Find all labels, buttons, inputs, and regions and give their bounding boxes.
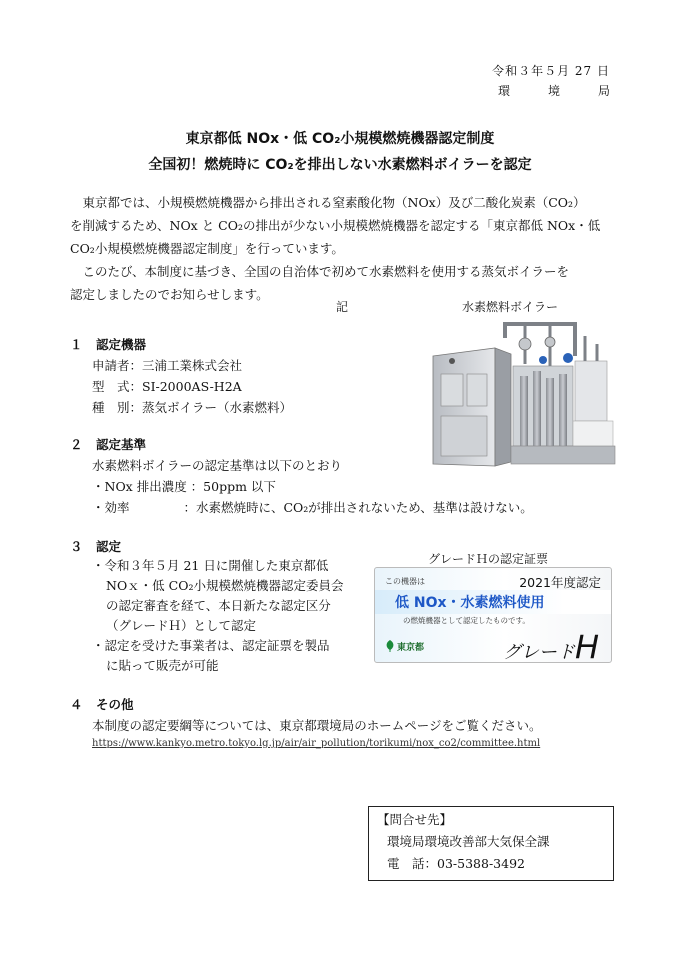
section-4-line: 本制度の認定要綱等については、東京都環境局のホームページをご覧ください。 (92, 718, 542, 733)
intro-p1-line2: を削減するため、NOx と CO₂の排出が少ない小規模燃焼機器を認定する「東京都低 NOx・低 (70, 218, 601, 233)
contact-phone: 電 話：03-5388-3492 (387, 856, 525, 871)
certificate-year: 2021年度認定 (519, 575, 601, 590)
intro-p2-line2: 認定しましたのでお知らせします。 (70, 287, 269, 302)
release-date: 令和３年５月 27 日 (492, 64, 610, 78)
homepage-link[interactable]: https://www.kankyo.metro.tokyo.lg.jp/air/air_pollution/torikumi/nox_co2/committee.html (92, 738, 541, 749)
intro-p2-line1: このたび、本制度に基づき、全国の自治体で初めて水素燃料を使用する蒸気ボイラーを (82, 264, 570, 279)
certificate-caption: グレードＨの認定証票 (428, 552, 549, 566)
certificate-grade (503, 628, 599, 663)
certificate-grade-prefix: グレード (502, 642, 575, 663)
section-3-title: 認定 (96, 539, 122, 554)
certificate-org: 東京都 (397, 643, 425, 653)
section-1-title: 認定機器 (96, 337, 147, 352)
intro-text (70, 191, 630, 306)
certificate-small-text: この機器は (385, 577, 425, 586)
certificate-main-text: 低 NOx・水素燃料使用 (395, 595, 545, 611)
contact-box (368, 806, 614, 881)
section-2-line: 水素燃料ボイラーの認定基準は以下のとおり (92, 458, 343, 473)
certificate-grade-letter: H (574, 628, 599, 663)
title-line-1: 東京都低 NOx・低 CO₂小規模燃焼機器認定制度 (185, 131, 495, 147)
section-3-line: ・認定を受けた事業者は、認定証票を製品 (92, 638, 330, 653)
intro-p1-line3: CO₂小規模燃焼機器認定制度」を行っています。 (70, 241, 344, 256)
section-1-line: 種 別：蒸気ボイラー（水素燃料） (92, 400, 293, 415)
section-2-line: ・効率 ：水素燃焼時に、CO₂が排出されないため、基準は設けない。 (92, 500, 533, 515)
section-2-number: ２ (70, 437, 83, 452)
section-3-heading (70, 537, 121, 555)
section-2-heading (70, 435, 146, 453)
section-1-line: 申請者：三浦工業株式会社 (92, 358, 243, 373)
section-4-title: その他 (96, 697, 134, 712)
section-3-line: ・令和３年５月 21 日に開催した東京都低 (92, 558, 329, 573)
ki-marker: 記 (336, 300, 349, 314)
contact-dept: 環境局環境改善部大気保全課 (387, 834, 550, 849)
department-name: 環境局 (497, 84, 648, 98)
intro-p1-line1: 東京都では、小規模燃焼機器から排出される窒素酸化物（NOx）及び二酸化炭素（CO₂） (82, 195, 586, 210)
certificate-sub-text: の燃焼機器として認定したものです。 (403, 616, 530, 625)
section-3-line: （グレードＨ）として認定 (106, 618, 257, 633)
title-line-2: 全国初！燃焼時に CO₂を排出しない水素燃料ボイラーを認定 (148, 157, 532, 173)
section-3-number: ３ (70, 539, 83, 554)
section-2-title: 認定基準 (96, 437, 147, 452)
section-3-line: に貼って販売が可能 (106, 658, 219, 673)
section-3-line: の認定審査を経て、本日新たな認定区分 (106, 598, 331, 613)
contact-heading: 【問合せ先】 (377, 812, 453, 827)
section-1-heading (70, 335, 146, 353)
section-2-line: ・NOx 排出濃度 ：50ppm 以下 (92, 479, 276, 494)
section-3-line: NOｘ・低 CO₂小規模燃焼機器認定委員会 (106, 578, 344, 593)
boiler-photo-icon (425, 316, 620, 471)
boiler-caption: 水素燃料ボイラー (462, 300, 559, 314)
certificate-label (374, 567, 612, 663)
section-1-line: 型 式：SI-2000AS-H2A (92, 379, 242, 394)
section-4-heading (70, 695, 134, 713)
section-4-number: ４ (70, 697, 83, 712)
tokyo-leaf-icon (385, 640, 395, 652)
section-1-number: １ (70, 337, 83, 352)
